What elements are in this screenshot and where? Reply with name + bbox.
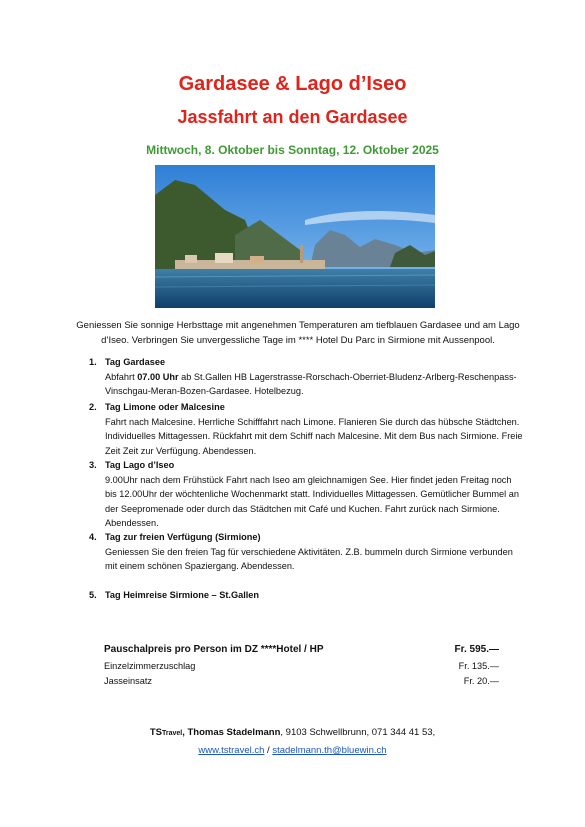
price-value: Fr. 135.—: [458, 661, 499, 671]
price-row: [104, 674, 499, 689]
trip-dates: Mittwoch, 8. Oktober bis Sonntag, 12. Oktober 2025: [146, 143, 439, 157]
departure-time: 07.00 Uhr: [137, 371, 179, 382]
lake-garda-photo: [155, 165, 435, 308]
price-label: Jasseinsatz: [104, 676, 153, 686]
day-description: 9.00Uhr nach dem Frühstück Fahrt nach Iseo am gleichnamigen See. Hier findet jeden Freitag noch bis 12.00Uhr der wöchtenliche Wochenmarkt statt. Individuelles Mittagessen. Gemütlicher Bummel an der Seepromenade oder durch das Städtchen mit Café und Kuchen. Fahrt zurück nach Sirmione. Abendessen.: [105, 474, 519, 529]
day-number: 5.: [89, 590, 97, 600]
price-label: Pauschalpreis pro Person im DZ ****Hotel / HP: [104, 644, 324, 655]
intro-text: Geniessen Sie sonnige Herbsttage mit angenehmen Temperaturen am tiefblauen Gardasee und am Lago d’Iseo. Verbringen Sie unvergessliche Tage im **** Hotel Du Parc in Sirmione mit Aussenpool.: [76, 320, 520, 346]
day-4: [83, 530, 523, 574]
day-description: Geniessen Sie den freien Tag für verschiedene Aktivitäten. Z.B. bummeln durch Sirmione verbunden mit einem schönen Spaziergang. Abendessen.: [105, 546, 513, 572]
day-title: Tag Limone oder Malcesine: [105, 402, 225, 412]
page-subtitle: Jassfahrt an den Gardasee: [177, 107, 408, 127]
day-number: 4.: [89, 532, 97, 542]
footer: [0, 724, 585, 759]
day-number: 1.: [89, 357, 97, 367]
price-row: [104, 642, 499, 657]
price-row: [104, 659, 499, 674]
day-description: [105, 370, 523, 399]
day-text: ab St.Gallen HB Lagerstrasse-Rorschach-Oberriet-Bludenz-Arlberg-Reschenpass-Vinschgau-Meran-Bozen-Gardasee. Hotelbezug.: [105, 371, 517, 397]
contact-line: [0, 724, 585, 742]
day-title: Tag zur freien Verfügung (Sirmione): [105, 532, 261, 542]
pricing-table: [104, 642, 499, 689]
day-description: Fahrt nach Malcesine. Herrliche Schifffahrt nach Limone. Flanieren Sie durch das hübsche Städtchen. Individuelles Mittagessen. Rückfahrt mit dem Schiff nach Malcesine. Mit dem Bus nach Sirmione. Freie Zeit Zeit zur Verfügung. Abendessen.: [105, 416, 523, 456]
email-link[interactable]: stadelmann.th@bluewin.ch: [272, 745, 387, 756]
brand-name: TSTravel, Thomas Stadelmann: [149, 727, 281, 738]
day-number: 2.: [89, 402, 97, 412]
day-title: Tag Gardasee: [105, 357, 166, 367]
price-value: Fr. 595.—: [454, 644, 499, 655]
day-3: [83, 458, 523, 531]
links-line: www.tstravel.ch / stadelmann.th@bluewin.ch: [198, 745, 387, 756]
day-5: [83, 588, 523, 603]
day-number: 3.: [89, 460, 97, 470]
price-value: Fr. 20.—: [463, 676, 499, 686]
day-2: [83, 400, 523, 458]
day-text: Abfahrt: [105, 371, 138, 382]
day-1: [83, 355, 523, 399]
page-title: Gardasee & Lago d’Iseo: [178, 73, 407, 95]
day-title: Tag Heimreise Sirmione – St.Gallen: [105, 590, 260, 600]
address: , 9103 Schwellbrunn, 071 344 41 53,: [280, 727, 436, 738]
price-label: Einzelzimmerzuschlag: [104, 661, 196, 671]
day-title: Tag Lago d’Iseo: [105, 460, 175, 470]
website-link[interactable]: www.tstravel.ch: [198, 745, 265, 756]
